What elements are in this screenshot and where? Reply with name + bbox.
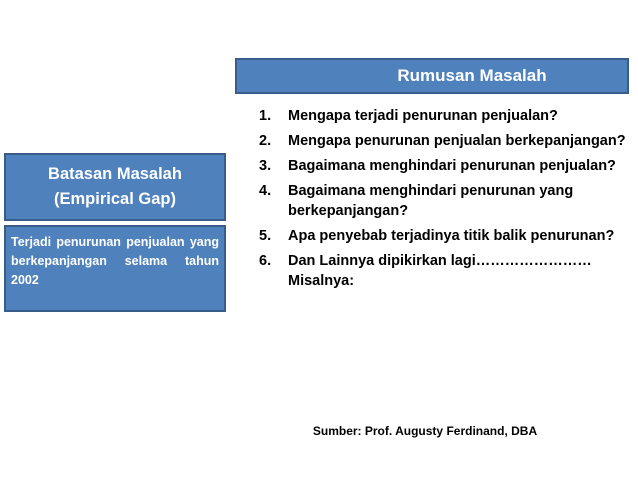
question-item bbox=[259, 251, 629, 291]
question-text: Mengapa penurunan penjualan berkepanjangan? bbox=[288, 133, 626, 149]
header-title: Rumusan Masalah bbox=[397, 66, 547, 85]
question-item bbox=[259, 226, 629, 246]
question-text: Dan Lainnya dipikirkan lagi……………………Misalnya: bbox=[288, 253, 592, 289]
question-item bbox=[259, 106, 629, 126]
question-number: 5. bbox=[259, 228, 272, 244]
question-text: Bagaimana menghindari penurunan yang berkepanjangan? bbox=[288, 183, 574, 219]
question-number: 2. bbox=[259, 133, 272, 149]
question-number: 3. bbox=[259, 158, 272, 174]
question-item bbox=[259, 131, 629, 151]
empirical-gap-description-box bbox=[4, 225, 226, 312]
question-number: 6. bbox=[259, 253, 272, 269]
question-text: Apa penyebab terjadinya titik balik penurunan? bbox=[288, 228, 615, 244]
batasan-title-line2: (Empirical Gap) bbox=[54, 190, 176, 208]
source-citation: Sumber: Prof. Augusty Ferdinand, DBA bbox=[312, 424, 538, 438]
empirical-gap-description: Terjadi penurunan penjualan yang berkepanjangan selama tahun 2002 bbox=[11, 235, 219, 287]
question-number: 1. bbox=[259, 108, 272, 124]
question-list bbox=[259, 106, 629, 296]
question-item bbox=[259, 156, 629, 176]
rumusan-masalah-header bbox=[235, 58, 629, 94]
question-text: Mengapa terjadi penurunan penjualan? bbox=[288, 108, 558, 124]
question-number: 4. bbox=[259, 183, 272, 199]
batasan-masalah-box bbox=[4, 153, 226, 221]
batasan-title-line1: Batasan Masalah bbox=[48, 165, 182, 183]
question-text: Bagaimana menghindari penurunan penjualan? bbox=[288, 158, 616, 174]
question-item bbox=[259, 181, 629, 221]
